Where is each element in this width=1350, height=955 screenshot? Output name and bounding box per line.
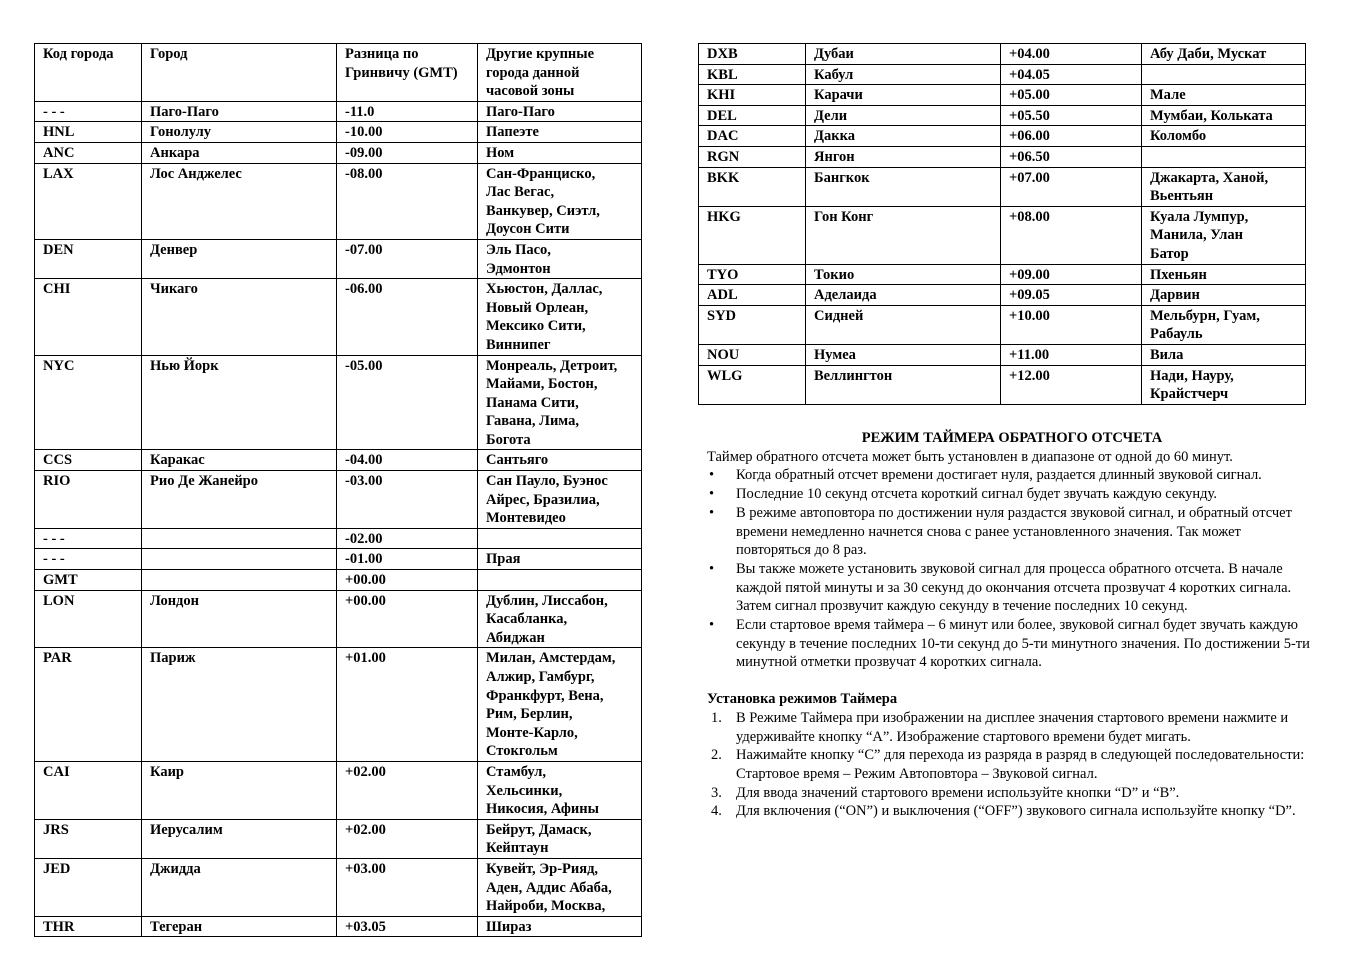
list-item: • Последние 10 секунд отсчета короткий сигнал будет звучать каждую секунду.	[707, 485, 1317, 504]
table-row	[699, 105, 1306, 126]
city-cell: Аделаида	[806, 285, 1001, 306]
table-row	[35, 122, 642, 143]
other-cities-cell: Шираз	[478, 916, 642, 937]
bullet-list	[707, 466, 1317, 672]
city-cell: Тегеран	[142, 916, 337, 937]
gmt-offset-cell: +05.00	[1001, 85, 1142, 106]
table-row	[699, 85, 1306, 106]
header-city: Город	[142, 44, 337, 102]
city-cell: Джидда	[142, 858, 337, 916]
city-cell: Дакка	[806, 126, 1001, 147]
city-code-cell: PAR	[35, 648, 142, 762]
city-code-cell: DEN	[35, 239, 142, 278]
city-cell: Веллингтон	[806, 365, 1001, 404]
city-code-cell: - - -	[35, 528, 142, 549]
table-row	[35, 163, 642, 239]
other-cities-cell: Бейрут, Дамаск, Кейптаун	[478, 819, 642, 858]
other-cities-cell	[478, 528, 642, 549]
city-cell	[142, 528, 337, 549]
gmt-offset-cell: -08.00	[337, 163, 478, 239]
table-header-row	[35, 44, 642, 102]
table-row	[35, 528, 642, 549]
list-item: • Вы также можете установить звуковой сигнал для процесса обратного отсчета. В начале каждой пятой минуты и за 30 секунд до окончания отсчета прозвучат 4 коротких сигнала. Затем сигнал прозвучит каждую секунду в течение последних 10 секунд.	[707, 560, 1317, 616]
city-cell: Париж	[142, 648, 337, 762]
city-cell: Карачи	[806, 85, 1001, 106]
other-cities-cell: Папеэте	[478, 122, 642, 143]
step-text: Нажимайте кнопку “C” для перехода из разряда в разряд в следующей последовательности: Стартовое время – Режим Автоповтора – Звуковой сигнал.	[736, 747, 1305, 782]
city-code-cell: RGN	[699, 146, 806, 167]
city-cell: Лондон	[142, 590, 337, 648]
table-row	[699, 44, 1306, 65]
other-cities-cell: Нади, Науру, Крайстчерч	[1142, 365, 1306, 404]
table-row	[699, 365, 1306, 404]
gmt-offset-cell: +09.05	[1001, 285, 1142, 306]
city-code-cell: DXB	[699, 44, 806, 65]
table-row	[35, 101, 642, 122]
table-row	[35, 590, 642, 648]
other-cities-cell: Стамбул, Хельсинки, Никосия, Афины	[478, 761, 642, 819]
gmt-offset-cell: +03.05	[337, 916, 478, 937]
city-code-cell: GMT	[35, 570, 142, 591]
gmt-offset-cell: -01.00	[337, 549, 478, 570]
city-code-cell: KBL	[699, 64, 806, 85]
city-code-cell: NYC	[35, 355, 142, 450]
other-cities-cell: Дарвин	[1142, 285, 1306, 306]
city-code-cell: RIO	[35, 471, 142, 529]
other-cities-cell: Джакарта, Ханой, Вьентьян	[1142, 167, 1306, 206]
gmt-offset-cell: +12.00	[1001, 365, 1142, 404]
step-text: В Режиме Таймера при изображении на дисплее значения стартового времени нажмите и удерживайте кнопку “A”. Изображение стартового времени будет мигать.	[736, 709, 1289, 745]
step-item	[707, 709, 1317, 746]
city-code-cell: BKK	[699, 167, 806, 206]
table-row	[35, 355, 642, 450]
table-row	[35, 761, 642, 819]
city-code-cell: WLG	[699, 365, 806, 404]
city-code-cell: HKG	[699, 206, 806, 264]
city-code-cell: DAC	[699, 126, 806, 147]
city-code-cell: SYD	[699, 305, 806, 344]
gmt-offset-cell: +06.00	[1001, 126, 1142, 147]
city-cell: Бангкок	[806, 167, 1001, 206]
city-code-cell: NOU	[699, 344, 806, 365]
gmt-offset-cell: +04.05	[1001, 64, 1142, 85]
city-cell	[142, 549, 337, 570]
table-row	[699, 64, 1306, 85]
gmt-offset-cell: +03.00	[337, 858, 478, 916]
step-item	[707, 746, 1317, 783]
other-cities-cell	[1142, 146, 1306, 167]
city-cell: Каракас	[142, 450, 337, 471]
table-row	[35, 858, 642, 916]
gmt-offset-cell: -06.00	[337, 279, 478, 355]
city-code-cell: TYO	[699, 264, 806, 285]
city-code-cell: KHI	[699, 85, 806, 106]
city-cell: Иерусалим	[142, 819, 337, 858]
gmt-offset-cell: +00.00	[337, 570, 478, 591]
other-cities-cell: Дублин, Лиссабон, Касабланка, Абиджан	[478, 590, 642, 648]
table-row	[699, 146, 1306, 167]
city-cell: Токио	[806, 264, 1001, 285]
other-cities-cell: Абу Даби, Мускат	[1142, 44, 1306, 65]
city-code-cell: CAI	[35, 761, 142, 819]
city-code-cell: - - -	[35, 101, 142, 122]
steps-list	[707, 709, 1317, 821]
other-cities-cell: Мумбаи, Кольката	[1142, 105, 1306, 126]
other-cities-cell: Мале	[1142, 85, 1306, 106]
city-cell: Нью Йорк	[142, 355, 337, 450]
timezone-table-right	[698, 43, 1306, 405]
gmt-offset-cell: +01.00	[337, 648, 478, 762]
table-row	[35, 570, 642, 591]
gmt-offset-cell: +09.00	[1001, 264, 1142, 285]
other-cities-cell: Сантьяго	[478, 450, 642, 471]
table-row	[699, 305, 1306, 344]
city-cell: Кабул	[806, 64, 1001, 85]
other-cities-cell: Кувейт, Эр-Рияд, Аден, Аддис Абаба, Найроби, Москва,	[478, 858, 642, 916]
gmt-offset-cell: -10.00	[337, 122, 478, 143]
gmt-offset-cell: -02.00	[337, 528, 478, 549]
other-cities-cell	[1142, 64, 1306, 85]
other-cities-cell: Хьюстон, Даллас, Новый Орлеан, Мексико Сити, Виннипег	[478, 279, 642, 355]
city-cell: Рио Де Жанейро	[142, 471, 337, 529]
gmt-offset-cell: +11.00	[1001, 344, 1142, 365]
table-row	[699, 264, 1306, 285]
other-cities-cell: Прая	[478, 549, 642, 570]
other-cities-cell: Коломбо	[1142, 126, 1306, 147]
city-code-cell: JED	[35, 858, 142, 916]
timezone-table-left	[34, 43, 642, 937]
step-number: 1.	[711, 709, 722, 726]
gmt-offset-cell: +07.00	[1001, 167, 1142, 206]
city-cell: Анкара	[142, 142, 337, 163]
other-cities-cell	[478, 570, 642, 591]
table-row	[35, 279, 642, 355]
city-cell: Янгон	[806, 146, 1001, 167]
section-intro: Таймер обратного отсчета может быть установлен в диапазоне от одной до 60 минут.	[707, 448, 1233, 465]
city-code-cell: LON	[35, 590, 142, 648]
city-code-cell: CCS	[35, 450, 142, 471]
gmt-offset-cell: +05.50	[1001, 105, 1142, 126]
timezone-table-left-body	[35, 101, 642, 937]
gmt-offset-cell: +06.50	[1001, 146, 1142, 167]
gmt-offset-cell: +10.00	[1001, 305, 1142, 344]
city-code-cell: ADL	[699, 285, 806, 306]
table-row	[699, 285, 1306, 306]
city-cell: Гонолулу	[142, 122, 337, 143]
gmt-offset-cell: +00.00	[337, 590, 478, 648]
table-row	[35, 549, 642, 570]
list-item: • Когда обратный отсчет времени достигает нуля, раздается длинный звуковой сигнал.	[707, 466, 1317, 485]
list-item: • Если стартовое время таймера – 6 минут или более, звуковой сигнал будет звучать каждую секунду в течение последних 10-ти секунд до 5-ти минутного значения. По достижении 5-ти минутной отметки прозвучат 4 коротких сигнала.	[707, 616, 1317, 672]
city-cell	[142, 570, 337, 591]
gmt-offset-cell: +04.00	[1001, 44, 1142, 65]
gmt-offset-cell: +02.00	[337, 761, 478, 819]
city-code-cell: - - -	[35, 549, 142, 570]
city-cell: Паго-Паго	[142, 101, 337, 122]
city-cell: Лос Анджелес	[142, 163, 337, 239]
city-cell: Дели	[806, 105, 1001, 126]
table-row	[35, 916, 642, 937]
other-cities-cell: Сан Пауло, Буэнос Айрес, Бразилиа, Монтевидео	[478, 471, 642, 529]
city-cell: Дубаи	[806, 44, 1001, 65]
setup-title: Установка режимов Таймера	[707, 691, 898, 708]
other-cities-cell: Вила	[1142, 344, 1306, 365]
other-cities-cell: Эль Пасо, Эдмонтон	[478, 239, 642, 278]
step-number: 2.	[711, 747, 722, 764]
city-code-cell: THR	[35, 916, 142, 937]
table-row	[35, 450, 642, 471]
section-title: РЕЖИМ ТАЙМЕРА ОБРАТНОГО ОТСЧЕТА	[861, 430, 1163, 446]
city-cell: Каир	[142, 761, 337, 819]
table-row	[699, 206, 1306, 264]
city-code-cell: LAX	[35, 163, 142, 239]
step-number: 3.	[711, 784, 722, 801]
other-cities-cell: Монреаль, Детроит, Майами, Бостон, Панама Сити, Гавана, Лима, Богота	[478, 355, 642, 450]
header-city-code: Код города	[35, 44, 142, 102]
timezone-table-right-body	[699, 44, 1306, 405]
table-row	[35, 471, 642, 529]
table-row	[699, 126, 1306, 147]
step-text: Для включения (“ON”) и выключения (“OFF”) звукового сигнала используйте кнопку “D”.	[736, 803, 1296, 820]
gmt-offset-cell: -11.0	[337, 101, 478, 122]
city-code-cell: CHI	[35, 279, 142, 355]
city-cell: Гон Конг	[806, 206, 1001, 264]
gmt-offset-cell: -04.00	[337, 450, 478, 471]
table-row	[699, 167, 1306, 206]
gmt-offset-cell: +02.00	[337, 819, 478, 858]
city-cell: Чикаго	[142, 279, 337, 355]
table-row	[35, 819, 642, 858]
step-item	[707, 802, 1317, 821]
other-cities-cell: Паго-Паго	[478, 101, 642, 122]
other-cities-cell: Куала Лумпур, Манила, Улан Батор	[1142, 206, 1306, 264]
gmt-offset-cell: -09.00	[337, 142, 478, 163]
city-cell: Нумеа	[806, 344, 1001, 365]
step-item	[707, 784, 1317, 803]
table-row	[35, 142, 642, 163]
gmt-offset-cell: -07.00	[337, 239, 478, 278]
city-code-cell: HNL	[35, 122, 142, 143]
city-code-cell: JRS	[35, 819, 142, 858]
city-code-cell: ANC	[35, 142, 142, 163]
countdown-timer-section	[707, 429, 1317, 821]
header-gmt-offset: Разница по Гринвичу (GMT)	[337, 44, 478, 102]
other-cities-cell: Ном	[478, 142, 642, 163]
header-other-cities: Другие крупные города данной часовой зоны	[478, 44, 642, 102]
city-cell: Денвер	[142, 239, 337, 278]
other-cities-cell: Пхеньян	[1142, 264, 1306, 285]
other-cities-cell: Мельбурн, Гуам, Рабауль	[1142, 305, 1306, 344]
city-code-cell: DEL	[699, 105, 806, 126]
table-row	[699, 344, 1306, 365]
city-cell: Сидней	[806, 305, 1001, 344]
step-number: 4.	[711, 803, 722, 820]
list-item: • В режиме автоповтора по достижении нуля раздастся звуковой сигнал, и обратный отсчет времени немедленно начнется снова с ранее установленного значения. Так может повторяться до 8 раз.	[707, 504, 1317, 560]
gmt-offset-cell: +08.00	[1001, 206, 1142, 264]
table-row	[35, 239, 642, 278]
other-cities-cell: Милан, Амстердам, Алжир, Гамбург, Франкфурт, Вена, Рим, Берлин, Монте-Карло, Стокгольм	[478, 648, 642, 762]
table-row	[35, 648, 642, 762]
other-cities-cell: Сан-Франциско, Лас Вегас, Ванкувер, Сиэтл, Доусон Сити	[478, 163, 642, 239]
step-text: Для ввода значений стартового времени используйте кнопки “D” и “B”.	[736, 784, 1180, 801]
gmt-offset-cell: -03.00	[337, 471, 478, 529]
gmt-offset-cell: -05.00	[337, 355, 478, 450]
